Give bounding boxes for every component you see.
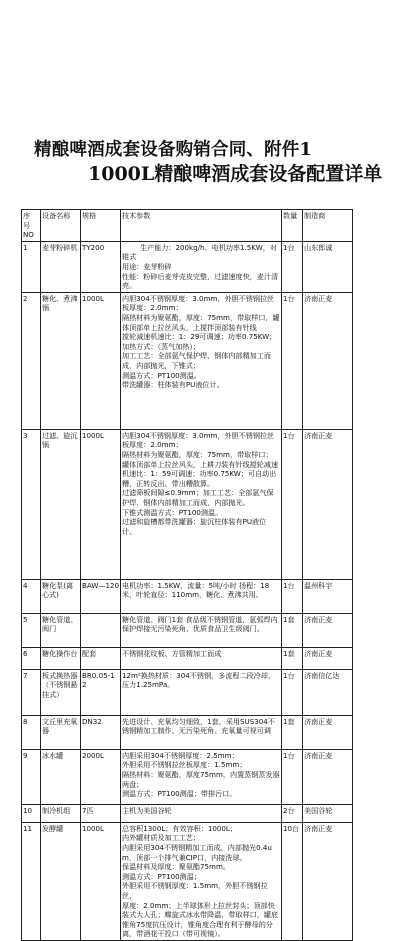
cell-qty: 1台 — [282, 669, 303, 715]
cell-name: 糖化操作台 — [41, 647, 81, 669]
cell-spec — [81, 613, 121, 647]
header-qty: 数量 — [282, 210, 303, 242]
table-row — [22, 804, 353, 822]
cell-no: 11 — [22, 822, 41, 940]
cell-qty: 1套 — [282, 715, 303, 749]
document-title-line2: 1000L精酿啤酒成套设备配置详单 — [88, 163, 383, 185]
cell-qty: 1台 — [282, 429, 303, 579]
cell-name: 糖化泵(离心式) — [41, 579, 81, 613]
cell-no: 3 — [22, 429, 41, 579]
cell-spec: 配套 — [81, 647, 121, 669]
cell-params: 先进设计、充氧均匀细致，1套，采用SUS304不锈钢精加工制作、无污染死角、充氧量可视可调 — [121, 715, 282, 749]
cell-name: 发酵罐 — [41, 822, 81, 940]
cell-qty: 1台 — [282, 579, 303, 613]
cell-params: 生产能力：200kg/h、电机功率1.5KW，对辊式 用途：麦芽粉碎 性能：粉碎后麦芽壳皮完整，过滤速度快，麦汁清亮。 — [121, 241, 282, 292]
cell-spec: DN32 — [81, 715, 121, 749]
cell-spec: TY200 — [81, 241, 121, 292]
cell-params: 12m²换热材质：304不锈钢，多流程二段冷却，压力1.25mPa。 — [121, 669, 282, 715]
cell-maker: 济南正麦 — [303, 647, 353, 669]
table-row — [22, 429, 353, 579]
table-row — [22, 292, 353, 429]
cell-params: 内胆采用304不锈钢厚度：2.5mm； 外胆采用不锈钢拉丝板厚度：1.5mm； 隔热材料：聚氨酯，厚度75mm，内置蒸钢蒸发器两盘； 测温方式：PT100测温；带排污口。 — [121, 749, 282, 804]
cell-params: 糖化管道、阀门1套 食品级不锈钢管道，氩弧焊内保护焊接无污染死角、优质食品卫生级阀门。 — [121, 613, 282, 647]
cell-maker: 美国谷轮 — [303, 804, 353, 822]
header-name: 设备名称 — [41, 210, 81, 242]
cell-no: 6 — [22, 647, 41, 669]
cell-spec: BR0.05-12 — [81, 669, 121, 715]
cell-spec: BAW—120 — [81, 579, 121, 613]
cell-qty: 1套 — [282, 613, 303, 647]
cell-qty: 1台 — [282, 749, 303, 804]
cell-name: 板式换热器（不锈钢悬挂式） — [41, 669, 81, 715]
cell-name: 制冷机组 — [41, 804, 81, 822]
cell-params: 总容积1300L；有效容积：1000L； 内外罐材质及加工工艺； 内胆采用304不锈钢精加工而成，内部抛光0.4um，顶部一个排气兼CIP口，内接洗球。 保温材料及厚度：聚氨酯75mm。 测温方式：PT100测温； 外胆采用不锈钢厚度：1.5mm，外胆不锈钢拉丝， 厚度：2.0mm；上半球体形上拉丝封头；顶部快装式大人孔；蝶旋式冰水带降温，带取样口，罐底锥角75度抗压设计，锥角度合理有利于酵母的分离，带酒花干投口（带可视镜）。 — [121, 822, 282, 940]
document-title-line1: 精酿啤酒成套设备购销合同、附件1 — [34, 140, 312, 160]
cell-params: 不锈钢花纹板、方管精加工而成 — [121, 647, 282, 669]
cell-spec: 7匹 — [81, 804, 121, 822]
cell-maker: 济南正麦 — [303, 749, 353, 804]
cell-no: 4 — [22, 579, 41, 613]
cell-name: 糖化、煮沸锅 — [41, 292, 81, 429]
table-row — [22, 822, 353, 940]
cell-no: 1 — [22, 241, 41, 292]
cell-spec: 1000L — [81, 429, 121, 579]
table-row — [22, 647, 353, 669]
cell-maker: 温州科宇 — [303, 579, 353, 613]
cell-name: 文丘里充氧器 — [41, 715, 81, 749]
cell-no: 10 — [22, 804, 41, 822]
cell-spec: 1000L — [81, 292, 121, 429]
cell-maker: 山东郎诚 — [303, 241, 353, 292]
cell-maker: 济南正麦 — [303, 292, 353, 429]
cell-spec: 1000L — [81, 822, 121, 940]
cell-no: 5 — [22, 613, 41, 647]
cell-params: 主机为美国谷轮 — [121, 804, 282, 822]
cell-no: 2 — [22, 292, 41, 429]
header-no: 序 号 NO — [22, 210, 41, 242]
header-maker: 制造商 — [303, 210, 353, 242]
cell-qty: 1台 — [282, 241, 303, 292]
cell-name: 冰水罐 — [41, 749, 81, 804]
cell-no: 7 — [22, 669, 41, 715]
cell-no: 8 — [22, 715, 41, 749]
table-row — [22, 241, 353, 292]
cell-name: 过滤、旋沉锅 — [41, 429, 81, 579]
cell-params: 内胆304不锈钢厚度：3.0mm，外胆不锈钢拉丝板厚度：2.0mm； 隔热材料为聚氨酯，厚度：75mm，带取样口； 罐体顶部单上拉丝风头，上耕刀装有针线搅轮减速机速比：1：59可调速；功率0.75KW；可自动出糟，正转反出、带出糟散算。 过滤筛板间隙≤0.9mm；加工工艺：全部氩气保护焊，钢体内部精加工而成，内部抛光。 下锥式测温方式：PT100测温。 过滤和旋槽都带洗罐器；旋沉柱体装有PU液位计。 — [121, 429, 282, 579]
header-spec: 规格 — [81, 210, 121, 242]
cell-maker: 济南正麦 — [303, 715, 353, 749]
cell-qty: 10台 — [282, 822, 303, 940]
cell-params: 电机功率：1.5KW，流量：5吨/小时 扬程：18米，叶轮直径：110mm，糖化、煮沸共用。 — [121, 579, 282, 613]
cell-qty: 2台 — [282, 804, 303, 822]
cell-maker: 济南正麦 — [303, 429, 353, 579]
cell-qty: 1套 — [282, 647, 303, 669]
cell-name: 麦芽粉碎机 — [41, 241, 81, 292]
equipment-table — [21, 209, 353, 941]
table-header-row — [22, 210, 353, 242]
table-row — [22, 715, 353, 749]
table-row — [22, 579, 353, 613]
table-row — [22, 613, 353, 647]
cell-maker: 济南信亿达 — [303, 669, 353, 715]
cell-no: 9 — [22, 749, 41, 804]
cell-maker: 济南正麦 — [303, 822, 353, 940]
cell-qty: 1台 — [282, 292, 303, 429]
table-row — [22, 669, 353, 715]
cell-spec: 2000L — [81, 749, 121, 804]
header-params: 技术参数 — [121, 210, 282, 242]
cell-name: 糖化管道、阀门 — [41, 613, 81, 647]
cell-maker: 济南正麦 — [303, 613, 353, 647]
cell-params: 内胆304不锈钢厚度：3.0mm，外胆不锈钢拉丝板厚度：2.0mm； 隔热材料为聚氨酯，厚度：75mm，带取样口，罐体顶部单上拉丝风头，上搅拌顶部装有针线 搅轮减速机速比：1：29可调速；功率0.75KW；加热方式：（蒸气加热）； 加工工艺：全部氩气保护焊，钢体内部精加工而成，内部抛光，下锥式； 测温方式：PT100测温。 带洗罐器：柱体装有PU液位计。 — [121, 292, 282, 429]
table-row — [22, 749, 353, 804]
